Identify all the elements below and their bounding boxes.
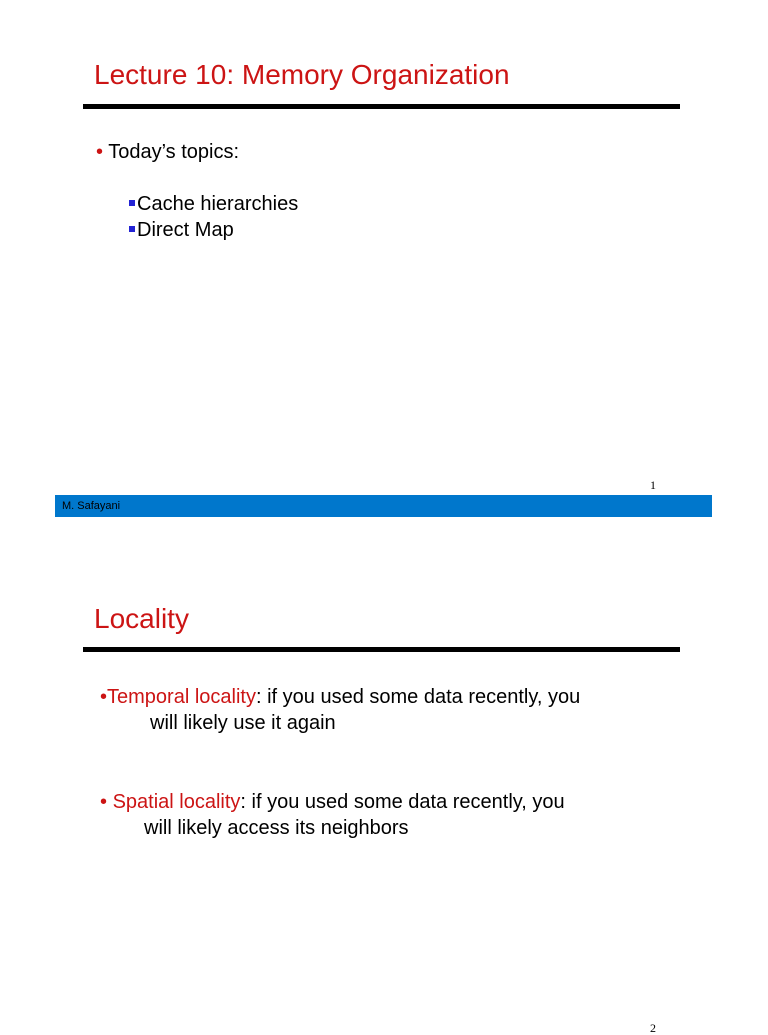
square-bullet-icon xyxy=(129,226,135,232)
bullet-marker: • xyxy=(96,141,104,163)
page-number: 1 xyxy=(650,478,656,492)
topic-label: Cache hierarchies xyxy=(137,193,299,215)
topic-item xyxy=(129,191,298,217)
slide-title: Locality xyxy=(94,603,189,634)
term-spatial-locality: Spatial locality xyxy=(112,791,241,813)
bullet-marker: • xyxy=(100,686,108,708)
page-number: 2 xyxy=(650,1021,656,1035)
bullet-spatial-locality xyxy=(100,789,565,815)
title-rule xyxy=(83,647,680,652)
bullet-text: : if you used some data recently, you xyxy=(240,791,565,813)
slide-2 xyxy=(0,545,768,1035)
bullet-todays-topics xyxy=(96,139,239,165)
bullet-continuation: will likely access its neighbors xyxy=(144,817,409,839)
slide-title: Lecture 10: Memory Organization xyxy=(94,59,510,90)
term-temporal-locality: Temporal locality xyxy=(107,686,256,708)
footer-bar xyxy=(55,495,712,517)
bullet-marker: • xyxy=(100,791,108,813)
bullet-text: Today’s topics: xyxy=(108,141,240,163)
topic-item xyxy=(129,217,234,243)
bullet-temporal-locality xyxy=(100,684,580,710)
square-bullet-icon xyxy=(129,200,135,206)
bullet-continuation: will likely use it again xyxy=(150,712,336,734)
footer-author: M. Safayani xyxy=(62,500,121,512)
bullet-text: : if you used some data recently, you xyxy=(255,686,581,708)
topic-label: Direct Map xyxy=(137,219,234,241)
title-rule xyxy=(83,104,680,109)
